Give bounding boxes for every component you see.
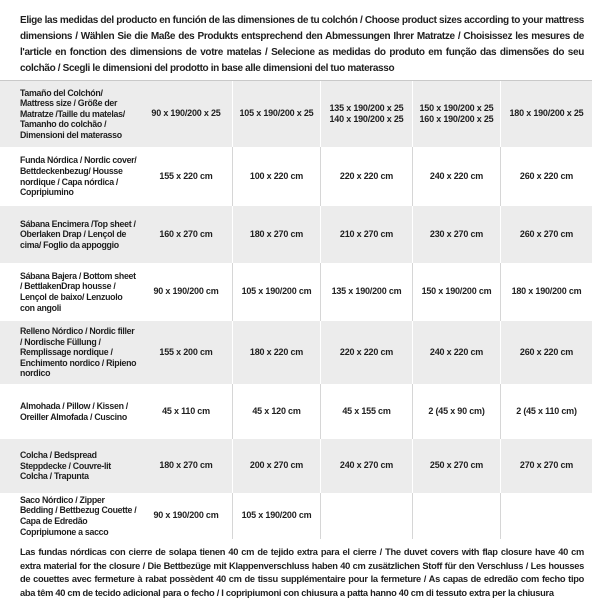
table-row-mattress-size	[0, 81, 592, 147]
table-row-pillow	[0, 384, 592, 439]
size-cell: 45 x 155 cm	[320, 384, 412, 439]
size-line: 150 x 190/200 x 25	[419, 102, 494, 113]
size-cell: 240 x 270 cm	[320, 439, 412, 493]
size-cell	[412, 81, 500, 147]
table-row-bedspread	[0, 439, 592, 493]
size-cell: 220 x 220 cm	[320, 147, 412, 206]
size-cell: 2 (45 x 90 cm)	[412, 384, 500, 439]
size-cell: 180 x 190/200 cm	[500, 263, 592, 321]
size-table	[0, 80, 592, 539]
size-cell: 250 x 270 cm	[412, 439, 500, 493]
size-cell: 180 x 220 cm	[232, 321, 320, 384]
product-label: Sábana Encimera /Top sheet / Oberlaken Drap / Lençol de cima/ Foglio da appoggio	[20, 218, 136, 250]
product-label: Almohada / Pillow / Kissen / Oreiller Almofada / Cuscino	[20, 400, 128, 422]
size-cell	[320, 81, 412, 147]
size-cell: 150 x 190/200 cm	[412, 263, 500, 321]
size-cell: 155 x 200 cm	[159, 346, 213, 357]
product-label: Relleno Nórdico / Nordic filler / Nordische Füllung / Remplissage nordique / Enchimento nordico / Ripieno nordico	[20, 326, 137, 379]
table-row-duvet-cover	[0, 147, 592, 206]
size-cell: 200 x 270 cm	[232, 439, 320, 493]
product-label: Saco Nórdico / Zipper Bedding / Bettbezug Couette / Capa de Edredão Copripiumone a sacco	[20, 494, 137, 537]
size-line: 140 x 190/200 x 25	[329, 114, 404, 124]
size-cell: 260 x 270 cm	[500, 206, 592, 263]
size-cell: 155 x 220 cm	[159, 170, 213, 181]
size-cell: 105 x 190/200 cm	[232, 493, 320, 539]
size-line: 135 x 190/200 x 25	[329, 102, 404, 113]
size-cell: 105 x 190/200 x 25	[232, 81, 320, 147]
size-cell: 270 x 270 cm	[500, 439, 592, 493]
size-cell: 135 x 190/200 cm	[320, 263, 412, 321]
size-cell: 90 x 190/200 cm	[153, 286, 219, 297]
size-cell: 105 x 190/200 cm	[232, 263, 320, 321]
size-cell: 100 x 220 cm	[232, 147, 320, 206]
table-row-bottom-sheet	[0, 263, 592, 321]
product-label: Sábana Bajera / Bottom sheet / BettlakenDrap housse / Lençol de baixo/ Lenzuolo con angoli	[20, 270, 136, 313]
size-cell: 210 x 270 cm	[320, 206, 412, 263]
footnote-text: Las fundas nórdicas con cierre de solapa tienen 40 cm de tejido extra para el cierre / The duvet covers with flap closure have 40 cm extra material for the closure / Die Bettbezüge mit Klappenverschluss haben 40 cm zusätzlichen Stoff für den Verschluss / Les housses de couettes avec fermeture à rabat possèdent 40 cm de tissu supplémentaire pour la fermeture / As capas de edredão com fecho tipo aba têm 40 cm de tecido adicional para o fecho / I copripiumoni con chiusura a patta hanno 40 cm di tessuto extra per la chiusura	[20, 547, 584, 598]
size-cell: 260 x 220 cm	[500, 147, 592, 206]
size-cell: 90 x 190/200 x 25	[151, 108, 221, 119]
table-row-top-sheet	[0, 206, 592, 263]
size-cell: 45 x 110 cm	[162, 405, 210, 416]
product-label: Funda Nórdica / Nordic cover/ Bettdeckenbezug/ Housse nordique / Capa nórdica / Copripiumino	[20, 155, 137, 198]
size-cell: 240 x 220 cm	[412, 321, 500, 384]
size-cell: 45 x 120 cm	[232, 384, 320, 439]
table-row-duvet-filling	[0, 321, 592, 384]
product-label: Tamaño del Colchón/ Mattress size / Größe der Matratze /Taille du matelas/ Tamanho do colchão / Dimensioni del materasso	[20, 87, 125, 140]
intro-text: Elige las medidas del producto en función de las dimensiones de tu colchón / Choose product sizes according to your mattress dimensions / Wählen Sie die Maße des Produkts entsprechend den Abmessungen Ihrer Matratze / Choisissez les mesures de l'article en fonction des dimensions de votre matelas / Selecione as medidas do produto em função das dimensões do seu colchão / Scegli le dimensioni del prodotto in base alle dimensioni del tuo materasso	[20, 15, 584, 74]
size-cell: 90 x 190/200 cm	[153, 510, 219, 521]
size-cell: 230 x 270 cm	[412, 206, 500, 263]
size-cell: 240 x 220 cm	[412, 147, 500, 206]
size-cell: 180 x 190/200 x 25	[500, 81, 592, 147]
size-cell: 180 x 270 cm	[232, 206, 320, 263]
product-label: Colcha / Bedspread Steppdecke / Couvre-lit Colcha / Trapunta	[20, 450, 111, 482]
size-cell: 220 x 220 cm	[320, 321, 412, 384]
size-cell: 260 x 220 cm	[500, 321, 592, 384]
size-cell: 160 x 270 cm	[159, 228, 213, 239]
size-cell	[500, 493, 592, 539]
size-cell	[412, 493, 500, 539]
size-cell	[320, 493, 412, 539]
size-cell: 2 (45 x 110 cm)	[500, 384, 592, 439]
size-line: 160 x 190/200 x 25	[419, 114, 494, 124]
size-cell: 180 x 270 cm	[159, 460, 213, 471]
table-row-zipper-bedding	[0, 493, 592, 539]
